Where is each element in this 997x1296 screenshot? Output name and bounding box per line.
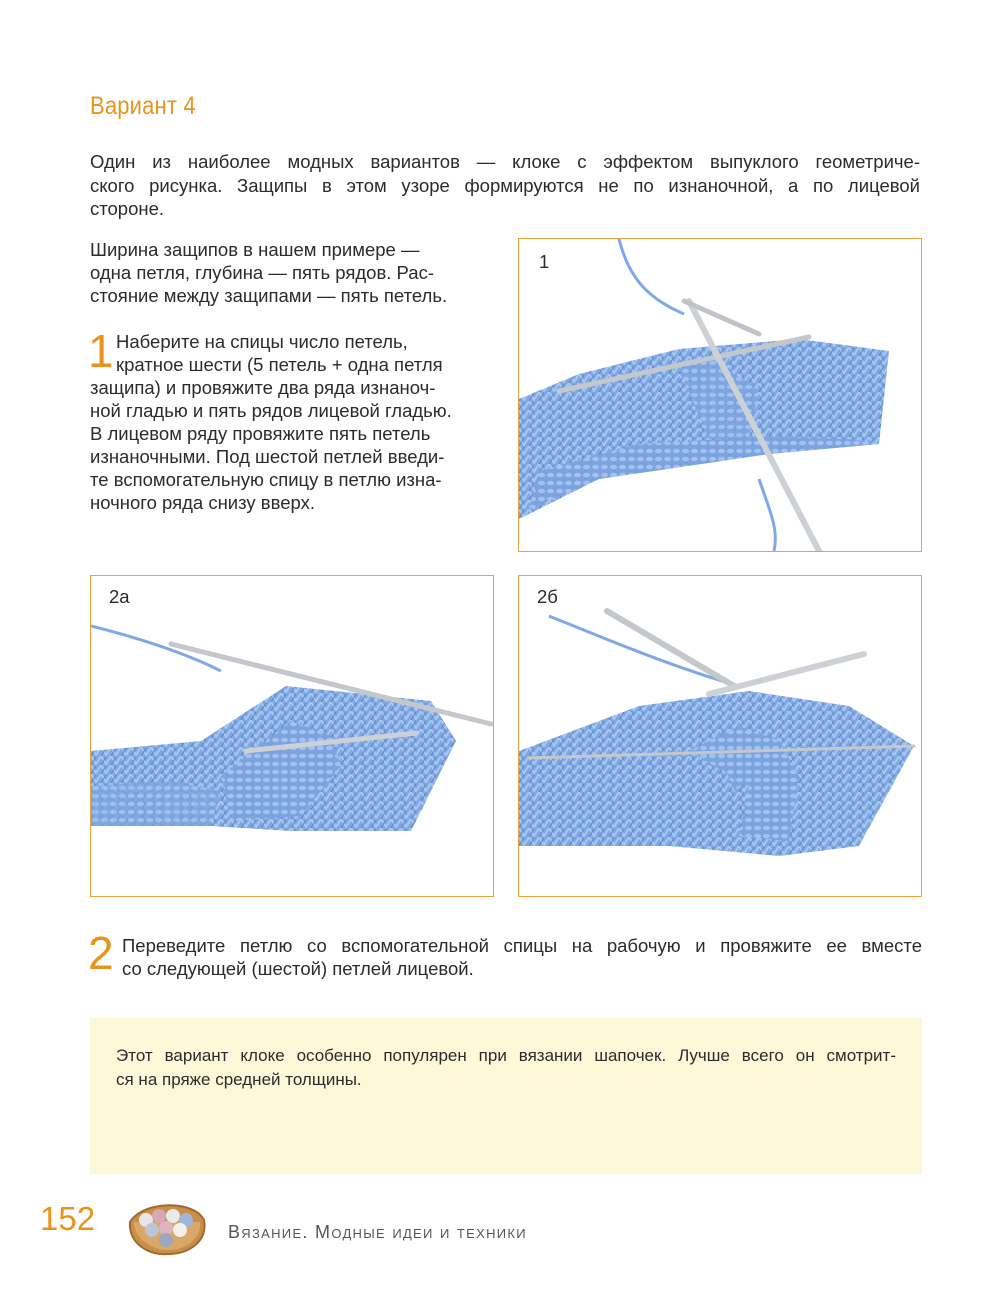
step-line: со следующей (шестой) петлей лицевой. (122, 958, 474, 979)
knitting-illustration (91, 576, 494, 897)
step-2-number: 2 (88, 927, 114, 979)
tip-line: Этот вариант клоке особенно популярен при вязании шапочек. Лучше всего он смотрит- (116, 1046, 896, 1065)
step-line: Переведите петлю со вспомогательной спицы на рабочую и провяжите ее вместе (122, 935, 922, 956)
photo-step-1 (518, 238, 922, 552)
tip-line: ся на пряже средней толщины. (116, 1070, 362, 1089)
intro-paragraph (90, 150, 920, 221)
photo-label: 1 (539, 251, 550, 272)
step-line: В лицевом ряду провяжите пять петель (90, 423, 431, 444)
step-1-text (88, 325, 500, 514)
description-line: Ширина защипов в нашем примере — (90, 239, 420, 260)
photo-step-2a (90, 575, 494, 897)
photo-step-2b (518, 575, 922, 897)
knitting-illustration (519, 239, 922, 552)
pinch-description (90, 238, 500, 307)
description-line: одна петля, глубина — пять рядов. Рас- (90, 262, 434, 283)
step-line: изнаночными. Под шестой петлей введи- (90, 446, 445, 467)
photo-label: 2б (537, 586, 558, 607)
step-1-number: 1 (88, 325, 114, 377)
intro-line: стороне. (90, 198, 165, 219)
yarn-bowl-icon (124, 1194, 210, 1258)
step-2-text (122, 934, 922, 980)
photo-label: 2а (109, 586, 130, 607)
tip-box (90, 1018, 922, 1174)
step-line: кратное шести (5 петель + одна петля (116, 354, 443, 375)
step-line: ночного ряда снизу вверх. (90, 492, 316, 513)
description-line: стояние между защипами — пять петель. (90, 285, 448, 306)
knitting-illustration (519, 576, 922, 897)
book-title: Вязание. Модные идеи и техники (228, 1222, 527, 1242)
page-number: 152 (40, 1200, 96, 1237)
step-line: ной гладью и пять рядов лицевой гладью. (90, 400, 452, 421)
intro-line: ского рисунка. Защипы в этом узоре формируются не по изнаночной, а по лицевой (90, 174, 920, 196)
step-line: те вспомогательную спицу в петлю изна- (90, 469, 442, 490)
intro-line: Один из наиболее модных вариантов — клоке с эффектом выпуклого геометриче- (90, 151, 920, 172)
step-line: Наберите на спицы число петель, (116, 331, 408, 352)
tip-text (116, 1044, 896, 1092)
section-heading: Вариант 4 (90, 92, 196, 120)
step-line: защипа) и провяжите два ряда изнаноч- (90, 377, 436, 398)
